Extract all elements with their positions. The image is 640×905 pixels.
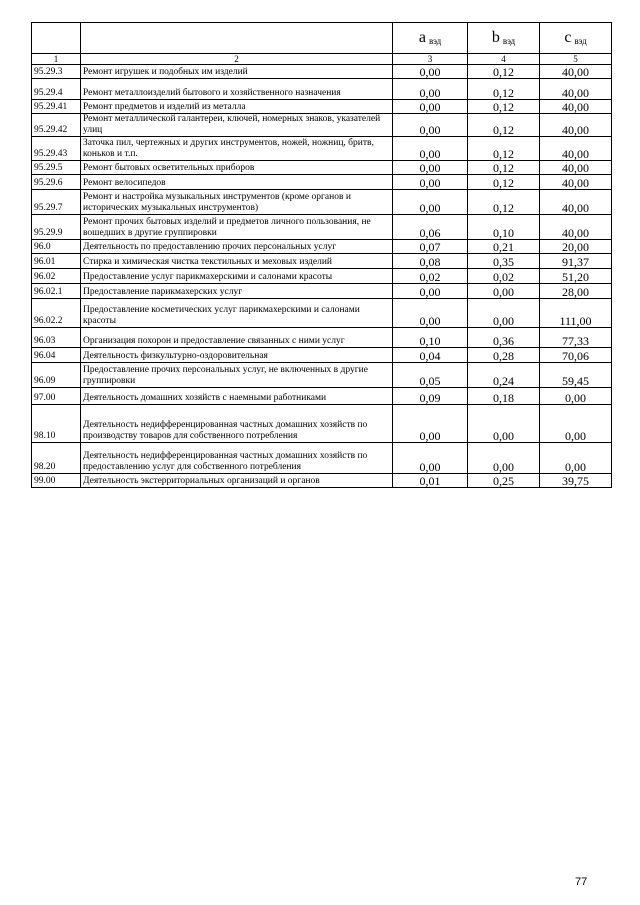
code-cell: 95.29.4 bbox=[32, 79, 81, 100]
header-code-cell bbox=[32, 23, 81, 54]
value-c-cell: 59,45 bbox=[540, 363, 612, 388]
table-row bbox=[32, 348, 612, 363]
table-row bbox=[32, 443, 612, 474]
value-c-cell: 28,00 bbox=[540, 284, 612, 299]
table-row bbox=[32, 137, 612, 161]
value-a-cell: 0,06 bbox=[393, 215, 468, 240]
value-c-cell: 0,00 bbox=[540, 405, 612, 443]
value-a-cell: 0,00 bbox=[393, 114, 468, 137]
value-a-cell: 0,00 bbox=[393, 443, 468, 474]
value-b-cell: 0,36 bbox=[468, 328, 540, 348]
table-row bbox=[32, 284, 612, 299]
table-row bbox=[32, 190, 612, 215]
value-c-cell: 0,00 bbox=[540, 443, 612, 474]
value-c-cell: 70,06 bbox=[540, 348, 612, 363]
value-b-cell: 0,12 bbox=[468, 114, 540, 137]
name-cell: Предоставление косметических услуг парикмахерскими и салонами красоты bbox=[81, 299, 393, 328]
code-cell: 99.00 bbox=[32, 474, 81, 488]
value-a-cell: 0,05 bbox=[393, 363, 468, 388]
name-cell: Предоставление услуг парикмахерскими и салонами красоты bbox=[81, 269, 393, 284]
value-b-cell: 0,12 bbox=[468, 175, 540, 190]
table-row bbox=[32, 269, 612, 284]
code-cell: 96.02.1 bbox=[32, 284, 81, 299]
name-cell: Ремонт и настройка музыкальных инструментов (кроме органов и исторических музыкальных инструментов) bbox=[81, 190, 393, 215]
value-a-cell: 0,07 bbox=[393, 240, 468, 254]
code-cell: 95.29.43 bbox=[32, 137, 81, 161]
value-c-cell: 40,00 bbox=[540, 137, 612, 161]
index-cell: 4 bbox=[468, 54, 540, 65]
table-row bbox=[32, 100, 612, 114]
name-cell: Деятельность недифференцированная частных домашних хозяйств по производству товаров для собственного потребления bbox=[81, 405, 393, 443]
header-c-cell: c $_{вэд}$ bbox=[540, 23, 612, 54]
value-a-cell: 0,08 bbox=[393, 254, 468, 269]
code-cell: 95.29.9 bbox=[32, 215, 81, 240]
value-a-cell: 0,02 bbox=[393, 269, 468, 284]
value-a-cell: 0,10 bbox=[393, 328, 468, 348]
value-b-cell: 0,12 bbox=[468, 79, 540, 100]
value-b-cell: 0,12 bbox=[468, 100, 540, 114]
code-cell: 96.04 bbox=[32, 348, 81, 363]
value-b-cell: 0,21 bbox=[468, 240, 540, 254]
code-cell: 96.02.2 bbox=[32, 299, 81, 328]
table-row bbox=[32, 388, 612, 405]
name-cell: Ремонт предметов и изделий из металла bbox=[81, 100, 393, 114]
code-cell: 96.09 bbox=[32, 363, 81, 388]
code-cell: 96.0 bbox=[32, 240, 81, 254]
header-row bbox=[32, 23, 612, 54]
name-cell: Деятельность недифференцированная частных домашних хозяйств по предоставлению услуг для собственного потребления bbox=[81, 443, 393, 474]
name-cell: Ремонт металлической галантереи, ключей, номерных знаков, указателей улиц bbox=[81, 114, 393, 137]
value-a-cell: 0,01 bbox=[393, 474, 468, 488]
value-c-cell: 77,33 bbox=[540, 328, 612, 348]
value-c-cell: 40,00 bbox=[540, 100, 612, 114]
table-row bbox=[32, 175, 612, 190]
value-a-cell: 0,00 bbox=[393, 175, 468, 190]
index-row bbox=[32, 54, 612, 65]
value-b-cell: 0,12 bbox=[468, 65, 540, 79]
value-a-cell: 0,00 bbox=[393, 79, 468, 100]
value-c-cell: 40,00 bbox=[540, 79, 612, 100]
code-cell: 95.29.5 bbox=[32, 161, 81, 175]
value-b-cell: 0,28 bbox=[468, 348, 540, 363]
header-a-cell: a $_{вэд}$ bbox=[393, 23, 468, 54]
header-b-cell: b $_{вэд}$ bbox=[468, 23, 540, 54]
code-cell: 95.29.7 bbox=[32, 190, 81, 215]
code-cell: 95.29.3 bbox=[32, 65, 81, 79]
table-row bbox=[32, 215, 612, 240]
name-cell: Деятельность экстерриториальных организаций и органов bbox=[81, 474, 393, 488]
table-row bbox=[32, 240, 612, 254]
index-cell: 2 bbox=[81, 54, 393, 65]
name-cell: Деятельность физкультурно-оздоровительная bbox=[81, 348, 393, 363]
value-c-cell: 91,37 bbox=[540, 254, 612, 269]
name-cell: Деятельность домашних хозяйств с наемными работниками bbox=[81, 388, 393, 405]
value-c-cell: 51,20 bbox=[540, 269, 612, 284]
index-cell: 3 bbox=[393, 54, 468, 65]
table-row bbox=[32, 363, 612, 388]
value-b-cell: 0,35 bbox=[468, 254, 540, 269]
value-c-cell: 40,00 bbox=[540, 114, 612, 137]
value-b-cell: 0,25 bbox=[468, 474, 540, 488]
value-b-cell: 0,02 bbox=[468, 269, 540, 284]
name-cell: Заточка пил, чертежных и других инструментов, ножей, ножниц, бритв, коньков и т.п. bbox=[81, 137, 393, 161]
name-cell: Ремонт бытовых осветительных приборов bbox=[81, 161, 393, 175]
table-row bbox=[32, 328, 612, 348]
value-b-cell: 0,00 bbox=[468, 405, 540, 443]
table-row bbox=[32, 65, 612, 79]
code-cell: 95.29.41 bbox=[32, 100, 81, 114]
value-c-cell: 39,75 bbox=[540, 474, 612, 488]
value-b-cell: 0,10 bbox=[468, 215, 540, 240]
name-cell: Предоставление парикмахерских услуг bbox=[81, 284, 393, 299]
table-row bbox=[32, 254, 612, 269]
table-row bbox=[32, 405, 612, 443]
value-c-cell: 0,00 bbox=[540, 388, 612, 405]
page-number: 77 bbox=[575, 876, 588, 888]
value-a-cell: 0,00 bbox=[393, 405, 468, 443]
value-a-cell: 0,09 bbox=[393, 388, 468, 405]
value-b-cell: 0,00 bbox=[468, 299, 540, 328]
header-name-cell bbox=[81, 23, 393, 54]
value-a-cell: 0,00 bbox=[393, 137, 468, 161]
code-cell: 96.02 bbox=[32, 269, 81, 284]
code-cell: 96.03 bbox=[32, 328, 81, 348]
value-a-cell: 0,00 bbox=[393, 284, 468, 299]
table-row bbox=[32, 299, 612, 328]
value-c-cell: 111,00 bbox=[540, 299, 612, 328]
value-b-cell: 0,12 bbox=[468, 137, 540, 161]
code-cell: 98.20 bbox=[32, 443, 81, 474]
value-b-cell: 0,24 bbox=[468, 363, 540, 388]
name-cell: Ремонт игрушек и подобных им изделий bbox=[81, 65, 393, 79]
value-a-cell: 0,00 bbox=[393, 161, 468, 175]
name-cell: Предоставление прочих персональных услуг, не включенных в другие группировки bbox=[81, 363, 393, 388]
value-c-cell: 40,00 bbox=[540, 65, 612, 79]
name-cell: Ремонт металлоизделий бытового и хозяйственного назначения bbox=[81, 79, 393, 100]
value-b-cell: 0,00 bbox=[468, 443, 540, 474]
table-row bbox=[32, 79, 612, 100]
name-cell: Ремонт прочих бытовых изделий и предметов личного пользования, не вошедших в другие группировки bbox=[81, 215, 393, 240]
code-cell: 95.29.6 bbox=[32, 175, 81, 190]
value-a-cell: 0,04 bbox=[393, 348, 468, 363]
value-a-cell: 0,00 bbox=[393, 100, 468, 114]
index-cell: 5 bbox=[540, 54, 612, 65]
value-b-cell: 0,18 bbox=[468, 388, 540, 405]
value-b-cell: 0,12 bbox=[468, 161, 540, 175]
code-cell: 96.01 bbox=[32, 254, 81, 269]
name-cell: Деятельность по предоставлению прочих персональных услуг bbox=[81, 240, 393, 254]
name-cell: Организация похорон и предоставление связанных с ними услуг bbox=[81, 328, 393, 348]
value-c-cell: 40,00 bbox=[540, 190, 612, 215]
rates-table bbox=[31, 22, 612, 488]
code-cell: 97.00 bbox=[32, 388, 81, 405]
value-b-cell: 0,12 bbox=[468, 190, 540, 215]
value-c-cell: 40,00 bbox=[540, 175, 612, 190]
table-row bbox=[32, 114, 612, 137]
table-row bbox=[32, 474, 612, 488]
name-cell: Стирка и химическая чистка текстильных и меховых изделий bbox=[81, 254, 393, 269]
code-cell: 98.10 bbox=[32, 405, 81, 443]
value-a-cell: 0,00 bbox=[393, 65, 468, 79]
value-b-cell: 0,00 bbox=[468, 284, 540, 299]
code-cell: 95.29.42 bbox=[32, 114, 81, 137]
index-cell: 1 bbox=[32, 54, 81, 65]
value-c-cell: 40,00 bbox=[540, 161, 612, 175]
value-c-cell: 20,00 bbox=[540, 240, 612, 254]
name-cell: Ремонт велосипедов bbox=[81, 175, 393, 190]
value-c-cell: 40,00 bbox=[540, 215, 612, 240]
table-row bbox=[32, 161, 612, 175]
value-a-cell: 0,00 bbox=[393, 190, 468, 215]
value-a-cell: 0,00 bbox=[393, 299, 468, 328]
